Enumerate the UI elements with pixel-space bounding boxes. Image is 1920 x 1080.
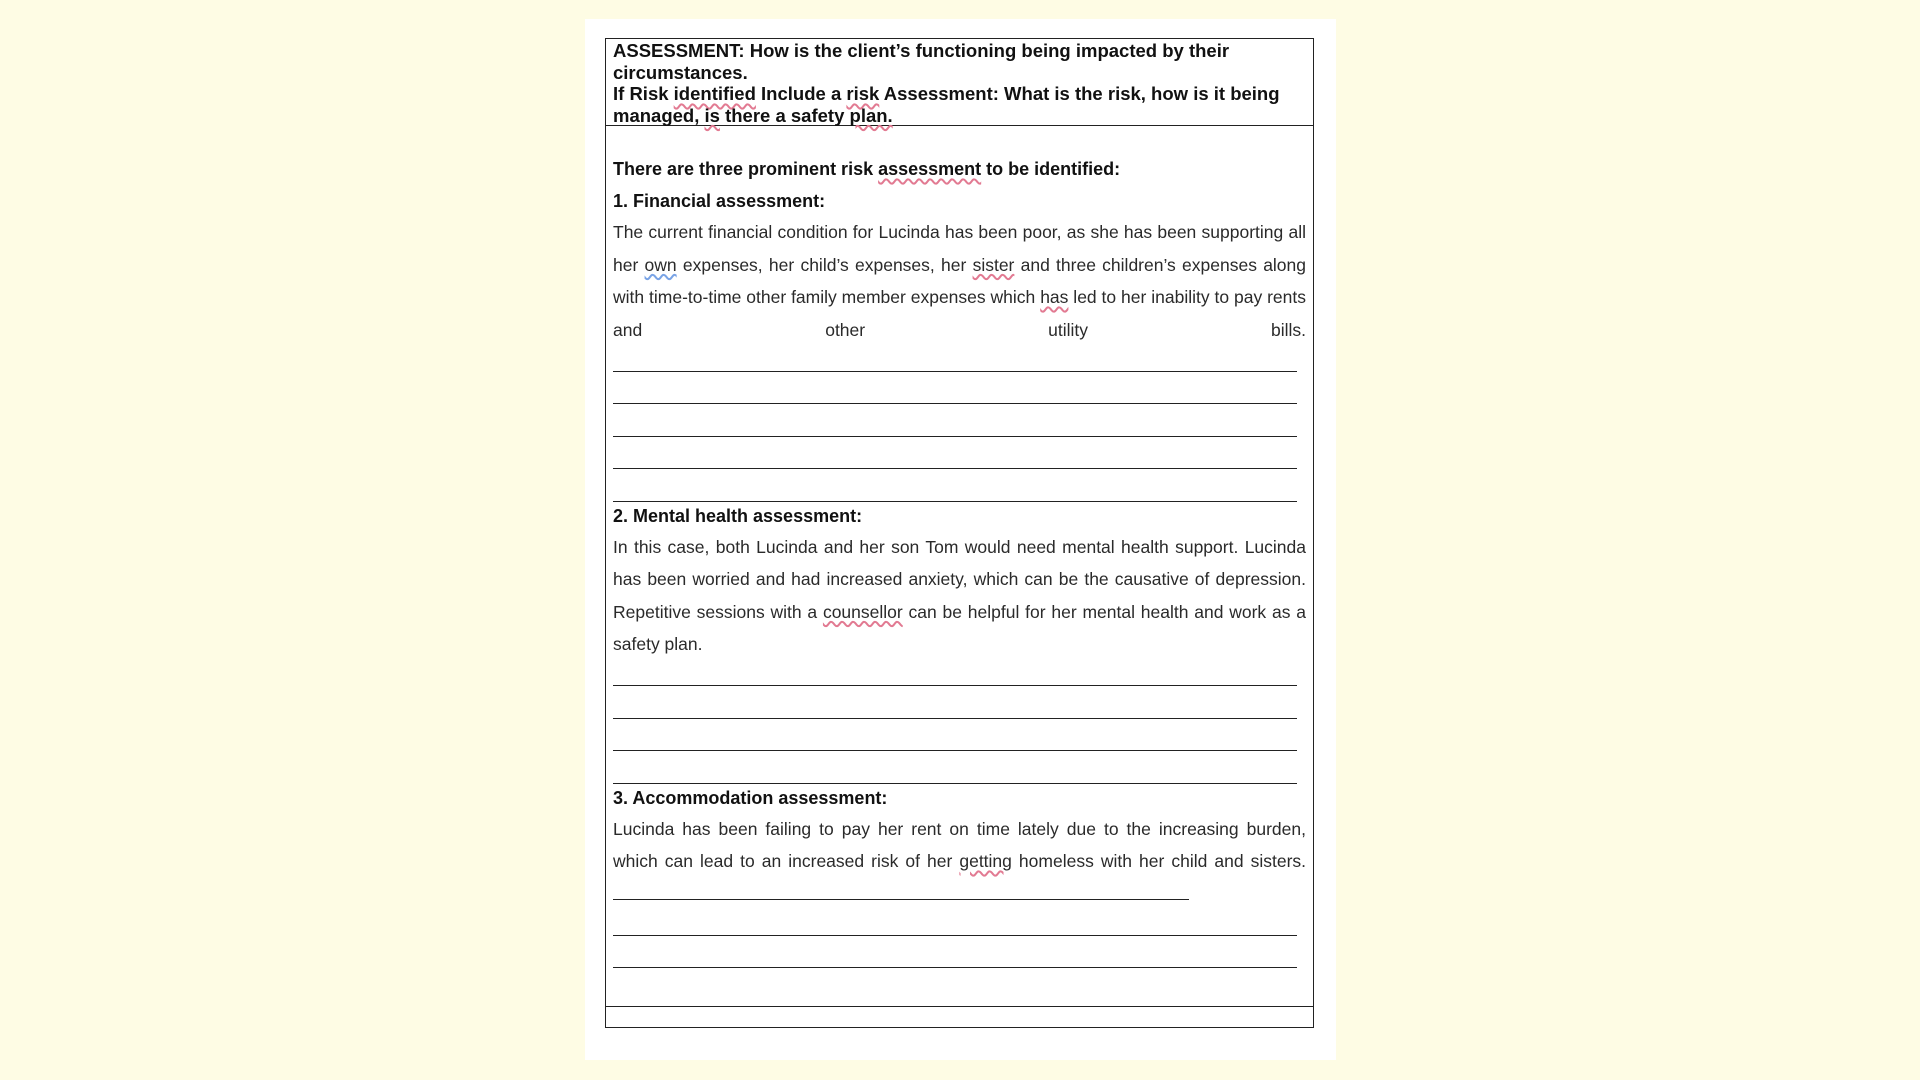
blank-line [613, 379, 1306, 412]
blank-line [613, 444, 1306, 477]
blank-line [613, 758, 1306, 791]
blank-line [613, 411, 1306, 444]
spell-flag-counsellor[interactable]: counsellor [822, 601, 903, 622]
spell-flag-is[interactable]: is [704, 104, 720, 126]
spell-flag-sister[interactable]: sister [972, 254, 1015, 275]
assessment-table [605, 38, 1314, 1028]
intro-text: There are three prominent risk assessment to be identified: [613, 159, 1121, 179]
mental-paragraph: In this case, both Lucinda and her son Tom would need mental health support. Lucinda has been worried and had increased anxiety, which can be the causative of depression. Repetitive sessions with a counsellor can be helpful for her mental health and work as a safety plan. [613, 536, 1306, 654]
blank-line [613, 661, 1306, 694]
blank-line [613, 693, 1306, 726]
spell-flag-identified[interactable]: identified [673, 83, 756, 104]
inline-blank-line [613, 880, 1189, 900]
blank-line [613, 346, 1306, 379]
grammar-flag-own[interactable]: own [644, 254, 677, 275]
financial-paragraph: The current financial condition for Lucinda has been poor, as she has been supporting all her own expenses, her child’s expenses, her sister and three children’s expenses along with time-to-time other family member expenses which has led to her inability to pay rents and other utility bills. [613, 222, 1307, 340]
empty-table-row[interactable] [606, 1006, 1313, 1027]
blank-line [613, 476, 1306, 509]
spell-flag-has[interactable]: has [1040, 287, 1069, 307]
accommodation-paragraph: Lucinda has been failing to pay her rent on time lately due to the increasing burden, which can lead to an increased risk of her getting homeless with her child and sisters. [613, 813, 1306, 911]
assessment-header-cell[interactable] [606, 39, 1313, 126]
header-line-1: ASSESSMENT: How is the client’s functioning being impacted by their circumstances. [613, 40, 1230, 83]
document-page [585, 19, 1336, 1060]
blank-line [613, 726, 1306, 759]
blank-line [613, 943, 1306, 976]
header-line-2: If Risk identified Include a risk Assessment: What is the risk, how is it being managed, is there a safety plan. [613, 83, 1280, 126]
spell-flag-assessment[interactable]: assessment [878, 159, 982, 179]
financial-title: 1. Financial assessment: [613, 191, 826, 211]
accommodation-title: 3. Accommodation assessment: [613, 787, 888, 808]
blank-line [613, 910, 1306, 943]
spell-flag-plan[interactable]: plan. [849, 104, 893, 126]
mental-title: 2. Mental health assessment: [613, 505, 863, 526]
assessment-body-cell[interactable] [606, 126, 1313, 1006]
spell-flag-getting[interactable]: getting [959, 851, 1012, 871]
spell-flag-risk[interactable]: risk [846, 83, 880, 104]
